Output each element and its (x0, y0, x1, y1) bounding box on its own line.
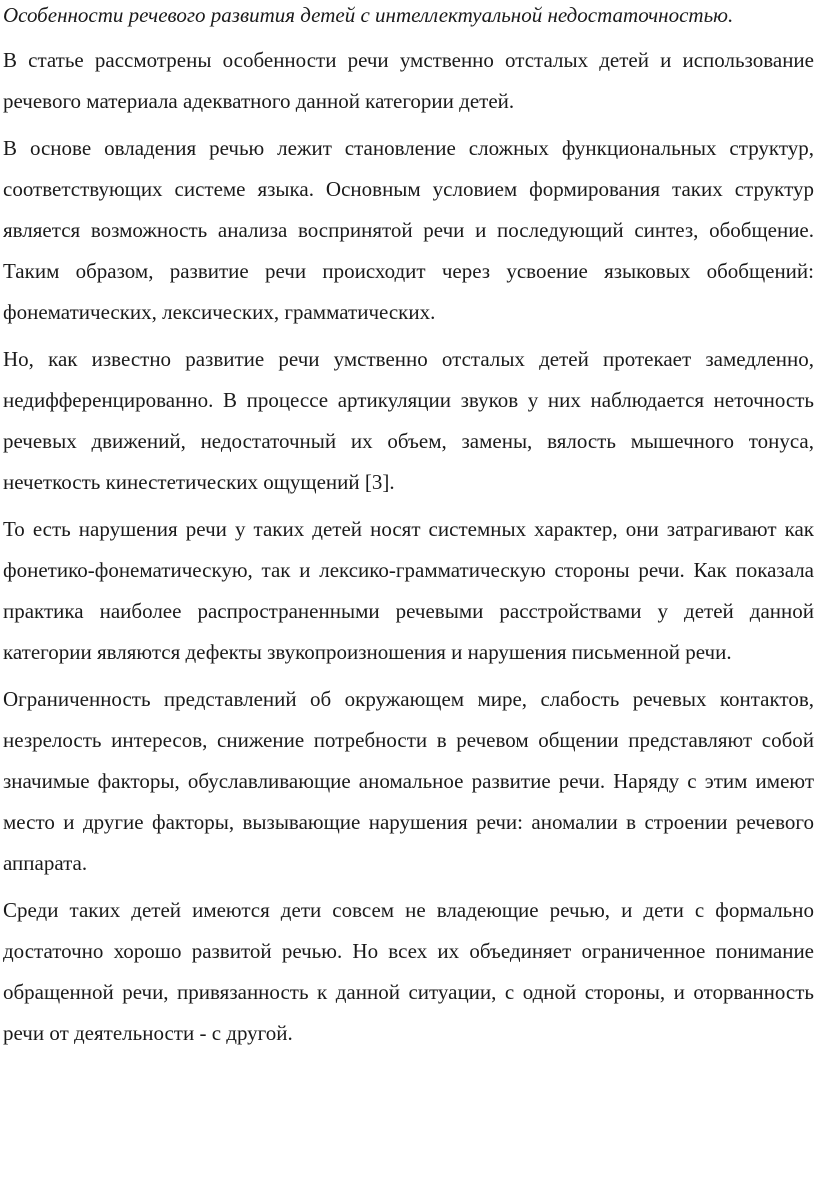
article-title: Особенности речевого развития детей с интеллектуальной недостаточностью. (3, 3, 734, 27)
paragraph-understanding: Среди таких детей имеются дети совсем не владеющие речью, и дети с формально достаточно хорошо развитой речью. Но всех их объединяет ограниченное понимание обращенной речи, привязанность к данной ситуации, с одной стороны, и оторванность речи от деятельности - с другой. (3, 898, 814, 1045)
paragraph-articulation: Но, как известно развитие речи умственно отсталых детей протекает замедленно, недифференцированно. В процессе артикуляции звуков у них наблюдается неточность речевых движений, недостаточный их объем, замены, вялость мышечного тонуса, нечеткость кинестетических ощущений [3]. (3, 347, 814, 494)
paragraph-factors: Ограниченность представлений об окружающем мире, слабость речевых контактов, незрелость интересов, снижение потребности в речевом общении представляют собой значимые факторы, обуславливающие аномальное развитие речи. Наряду с этим имеют место и другие факторы, вызывающие нарушения речи: аномалии в строении речевого аппарата. (3, 687, 814, 875)
paragraph-systemic-disorders: То есть нарушения речи у таких детей носят системных характер, они затрагивают как фонетико-фонематическую, так и лексико-грамматическую стороны речи. Как показала практика наиболее распространенными речевыми расстройствами у детей данной категории являются дефекты звукопроизношения и нарушения письменной речи. (3, 517, 814, 664)
paragraph-speech-structures: В основе овладения речью лежит становление сложных функциональных структур, соответствующих системе языка. Основным условием формирования таких структур является возможность анализа воспринятой речи и последующий синтез, обобщение. Таким образом, развитие речи происходит через усвоение языковых обобщений: фонематических, лексических, грамматических. (3, 136, 814, 324)
paragraph-intro: В статье рассмотрены особенности речи умственно отсталых детей и использование речевого материала адекватного данной категории детей. (3, 48, 814, 113)
article-body (3, 40, 814, 1054)
